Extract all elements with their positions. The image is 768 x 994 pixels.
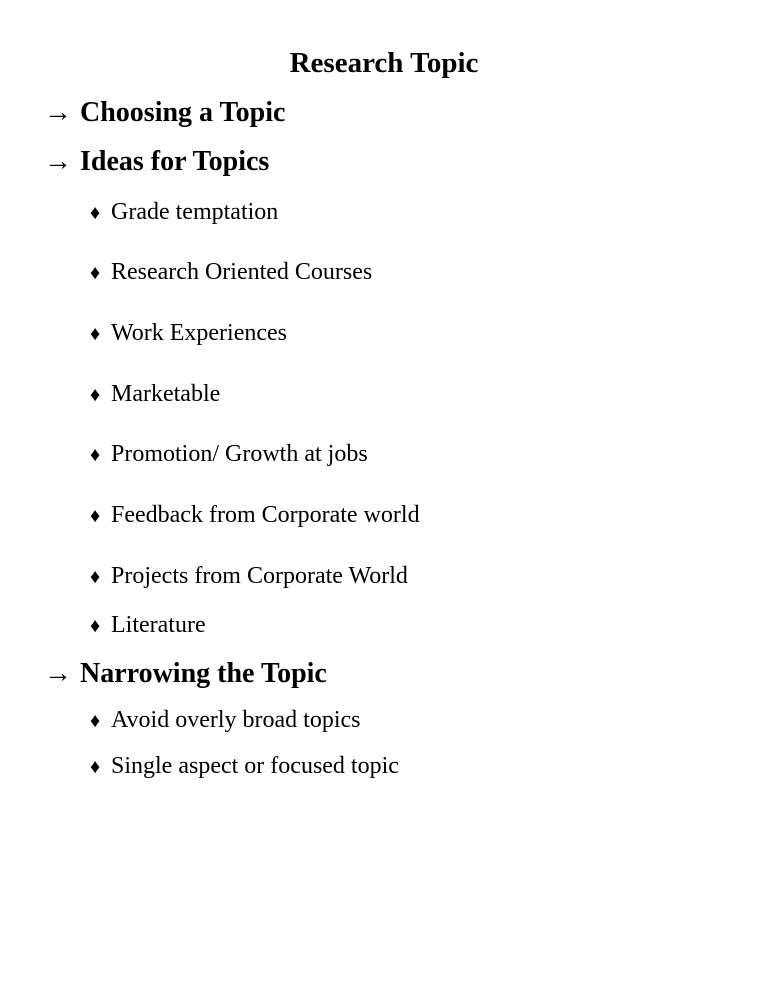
diamond-bullet-icon: ♦ — [90, 505, 101, 527]
list-item — [90, 500, 420, 531]
diamond-bullet-icon: ♦ — [90, 323, 101, 345]
list-item-label: Literature — [111, 612, 206, 638]
list-item — [90, 439, 368, 470]
section-heading-label: Narrowing the Topic — [80, 658, 327, 689]
section-heading-ideas-for-topics — [44, 145, 269, 179]
list-item — [90, 561, 408, 592]
diamond-bullet-icon: ♦ — [90, 262, 101, 284]
list-item — [90, 751, 399, 782]
diamond-bullet-icon: ♦ — [90, 710, 101, 732]
diamond-bullet-icon: ♦ — [90, 384, 101, 406]
diamond-bullet-icon: ♦ — [90, 615, 101, 637]
diamond-bullet-icon: ♦ — [90, 756, 101, 778]
section-heading-choosing-a-topic — [44, 96, 285, 130]
diamond-bullet-icon: ♦ — [90, 566, 101, 588]
arrow-right-icon: → — [44, 146, 72, 177]
diamond-bullet-icon: ♦ — [90, 444, 101, 466]
list-item-label: Marketable — [111, 381, 221, 407]
list-item — [90, 318, 287, 349]
list-item-label: Projects from Corporate World — [111, 563, 408, 589]
list-item — [90, 257, 372, 288]
list-item-label: Single aspect or focused topic — [111, 753, 399, 779]
section-heading-narrowing-the-topic — [44, 657, 327, 691]
arrow-right-icon: → — [44, 97, 72, 128]
list-item — [90, 379, 220, 410]
list-item-label: Grade temptation — [111, 199, 279, 225]
list-item-label: Feedback from Corporate world — [111, 502, 420, 528]
list-item-label: Promotion/ Growth at jobs — [111, 441, 368, 467]
section-heading-label: Choosing a Topic — [80, 97, 286, 128]
list-item-label: Research Oriented Courses — [111, 259, 373, 285]
arrow-right-icon: → — [44, 658, 72, 689]
section-heading-label: Ideas for Topics — [80, 146, 270, 177]
list-item — [90, 197, 278, 228]
list-item-label: Work Experiences — [111, 320, 287, 346]
page-title: Research Topic — [289, 47, 479, 79]
diamond-bullet-icon: ♦ — [90, 202, 101, 224]
list-item — [90, 610, 206, 641]
list-item — [90, 705, 361, 736]
list-item-label: Avoid overly broad topics — [111, 707, 361, 733]
